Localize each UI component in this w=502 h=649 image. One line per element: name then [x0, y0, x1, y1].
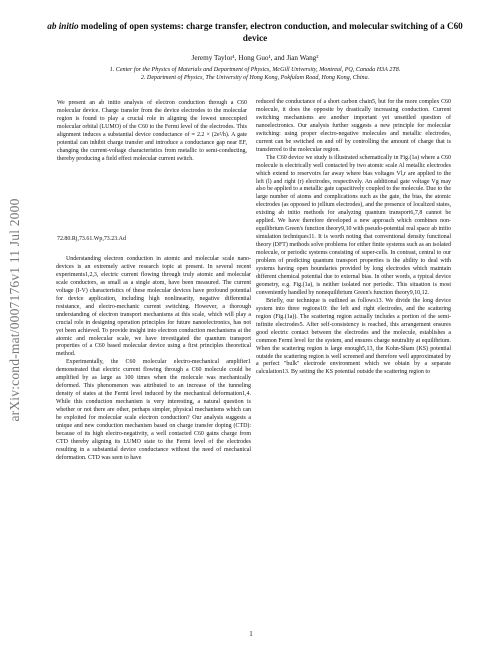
abstract: We present an ab initio analysis of electron conduction through a C60 molecular device. Charge transfer from the device electrodes to the molecular region is found to play a crucial role in aligning the lowest unoccupied molecular orbital (LUMO) of the C60 to the Fermi level of the electrodes. This alignment induces a substantial device conductance of ≈ 2.2 × (2e²/h). A gate potential can inhibit charge transfer and introduce a conductance gap near EF, changing the current-voltage characteristics from metallic to semi-conducting, thereby producing a field effect molecular current switch.: [57, 100, 247, 162]
author-list: Jeremy Taylor¹, Hong Guo¹, and Jian Wang²: [191, 54, 319, 62]
arxiv-identifier-text: arXiv:cond-mat/0007176v1 11 Jul 2000: [7, 198, 22, 422]
body-paragraph: Understanding electron conduction in atomic and molecular scale nano-devices is an extremely active research topic at present. In several recent experiments1,2,3, electric current flowing through truly atomic and molecular scale conductors, as small as a single atom, have been measured. The current voltage (I-V) characteristics of these molecular devices have profound potential for device application, including high nonlinearity, negative differential resistance, and electro-mechanic current switching. However, a thorough understanding of electron transport mechanisms at this scale, which will play a crucial role in designing operation principles for future nanoelectronics, has not yet been achieved. To provide insight into electron conduction mechanisms at the atomic and molecular scale, we have investigated the quantum transport properties of a C60 based molecular device using a first principles theoretical method.: [56, 256, 251, 358]
body-paragraph: Experimentally, the C60 molecular electro-mechanical amplifier1 demonstrated that electric current flowing through a C60 molecule could be amplified by as large as 100 times when the molecule was mechanically deformed. This phenomenon was attributed to an increase of the tunneling density of states at the Fermi level induced by the mechanical deformation1,4. While this conduction mechanism is very interesting, a natural question is whether or not there are other, perhaps simpler, physical mechanisms which can be exploited for molecular scale electron conduction? Our analysis suggests a unique and new conduction mechanism based on charge transfer doping (CTD): because of its high electro-negativity, a well contacted C60 gains charge from CTD thereby aligning its LUMO state to the Fermi level of the electrodes resulting in a substantial device conductance without the need of mechanical deformation. CTD was seen to have: [56, 359, 251, 461]
title-text: modeling of open systems: charge transfer, electron conduction, and molecular switching of a C60 device: [78, 21, 463, 43]
affiliation-1: 1. Center for the Physics of Materials and Department of Physics, McGill University, Montreal, PQ, Canada H3A 2T8.: [109, 67, 401, 73]
body-paragraph: Briefly, our technique is outlined as follows13. We divide the long device system into three regions10: the left and right electrodes, and the scattering region (Fig.(1a)). The scattering region actually includes a portion of the semi-infinite electrodes5. After self-consistency is reached, this arrangement ensures good electric contact between the electrodes and the molecule, establishes a common Fermi level for the system, and ensures charge neutrality at equilibrium. When the scattering region is large enough5,13, the Kohn-Sham (KS) potential outside the scattering region is well screened and therefore well approximated by a perfect "bulk" electrode environment which we obtain by a separate calculation13. By setting the KS potential outside the scattering region to: [256, 297, 451, 376]
pacs-numbers: 72.80.Rj,73.61.Wp,73.23.Ad: [57, 236, 126, 242]
left-column: [56, 256, 251, 463]
arxiv-identifier: [6, 160, 24, 460]
body-paragraph: reduced the conductance of a short carbon chain5, but for the more complex C60 molecule, it does the opposite by drastically increasing conduction. Current switching mechanisms are another important yet unsettled question of nanoelectronics. Our analysis further suggests a new principle for molecular switching: using proper electro-negative molecules and metallic electrodes, current can be switched on and off by controlling the amount of charge that is transferred to the molecular region.: [256, 99, 451, 153]
paper-title: [40, 21, 470, 44]
right-column: [256, 99, 451, 377]
title-italic-prefix: ab initio: [47, 21, 79, 31]
page-number: 1: [249, 630, 253, 638]
affiliations: [30, 66, 480, 82]
body-paragraph: The C60 device we study is illustrated schematically in Fig.(1a) where a C60 molecule is electrically well contacted by two atomic scale Al metallic electrodes which extend to reservoirs far away where bias voltages Vl,r are applied to the left (l) and right (r) electrodes, respectively. An additional gate voltage Vg may also be applied to a metallic gate capacitively coupled to the molecule. Due to the large number of atoms and complications such as the gate, the bias, the atomic electrodes (as opposed to jellium electrodes), and the presence of localized states, existing ab initio methods for analyzing quantum transport6,7,8 cannot be applied. We have therefore developed a new approach which combines non-equilibrium Green's function theory9,10 with pseudo-potential real space ab initio simulation techniques11. It is worth noting that conventional density functional theory (DFT) methods solve problems for either finite systems such as an isolated molecule, or periodic systems consisting of super-cells. In contrast, central to our problem of predicting quantum transport properties is the ability to deal with systems having open boundaries provided by long electrodes which maintain different chemical potential due to external bias. In other words, a typical device geometry, e.g. Fig.(1a), is neither isolated nor periodic. This situation is most conveniently handled by nonequilibrium Green's function theory9,10,12.: [256, 154, 451, 296]
affiliation-2: 2. Department of Physics, The University of Hong Kong, Pokfulam Road, Hong Kong, China.: [140, 75, 370, 82]
